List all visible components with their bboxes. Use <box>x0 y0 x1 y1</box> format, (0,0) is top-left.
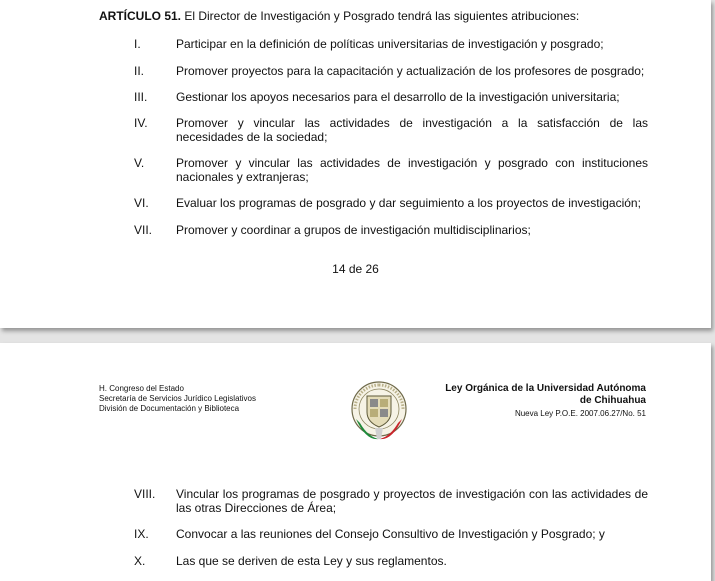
law-title-line-1: Ley Orgánica de la Universidad Autónoma <box>445 383 646 394</box>
article-label: ARTÍCULO 51. <box>99 9 182 23</box>
article-intro: El Director de Investigación y Posgrado tendrá las siguientes atribuciones: <box>181 9 580 23</box>
header-right <box>445 383 646 419</box>
item-text: Gestionar los apoyos necesarios para el desarrollo de la investigación universitaria; <box>176 90 620 104</box>
item-number: IV. <box>134 116 148 130</box>
item-text: Promover y vincular las actividades de investigación y posgrado con instituciones nacionales y extranjeras; <box>176 156 648 184</box>
item-text: Vincular los programas de posgrado y proyectos de investigación con las actividades de las otras Direcciones de Área; <box>176 487 648 515</box>
item-text: Promover y coordinar a grupos de investigación multidisciplinarios; <box>176 223 531 237</box>
header-left-line: Secretaría de Servicios Jurídico Legislativos <box>99 394 256 403</box>
law-title-line-2: de Chihuahua <box>579 395 646 406</box>
header-left <box>99 384 256 414</box>
item-number: VII. <box>134 223 153 237</box>
item-text: Convocar a las reuniones del Consejo Consultivo de Investigación y Posgrado; y <box>176 527 605 541</box>
law-publication-info: Nueva Ley P.O.E. 2007.06.27/No. 51 <box>514 409 646 418</box>
item-number: X. <box>134 554 146 568</box>
item-number: I. <box>134 37 141 51</box>
article-heading <box>99 9 699 24</box>
item-number: VI. <box>134 196 149 210</box>
header-left-line: División de Documentación y Biblioteca <box>99 404 240 413</box>
document-page-bottom <box>0 343 711 581</box>
item-text: Participar en la definición de políticas universitarias de investigación y posgrado; <box>176 37 604 51</box>
item-number: II. <box>134 64 145 78</box>
header-left-line: H. Congreso del Estado <box>99 384 184 393</box>
item-number: VIII. <box>134 487 156 501</box>
item-text: Las que se deriven de esta Ley y sus reglamentos. <box>176 554 447 568</box>
item-text: Evaluar los programas de posgrado y dar seguimiento a los proyectos de investigación; <box>176 196 641 210</box>
item-text: Promover y vincular las actividades de investigación a la satisfacción de las necesidades de la sociedad; <box>176 116 648 144</box>
university-seal-icon <box>346 379 412 445</box>
page-number: 14 de 26 <box>332 262 379 276</box>
item-number: V. <box>134 156 145 170</box>
item-text: Promover proyectos para la capacitación y actualización de los profesores de posgrado; <box>176 64 645 78</box>
item-number: III. <box>134 90 148 104</box>
item-number: IX. <box>134 527 149 541</box>
